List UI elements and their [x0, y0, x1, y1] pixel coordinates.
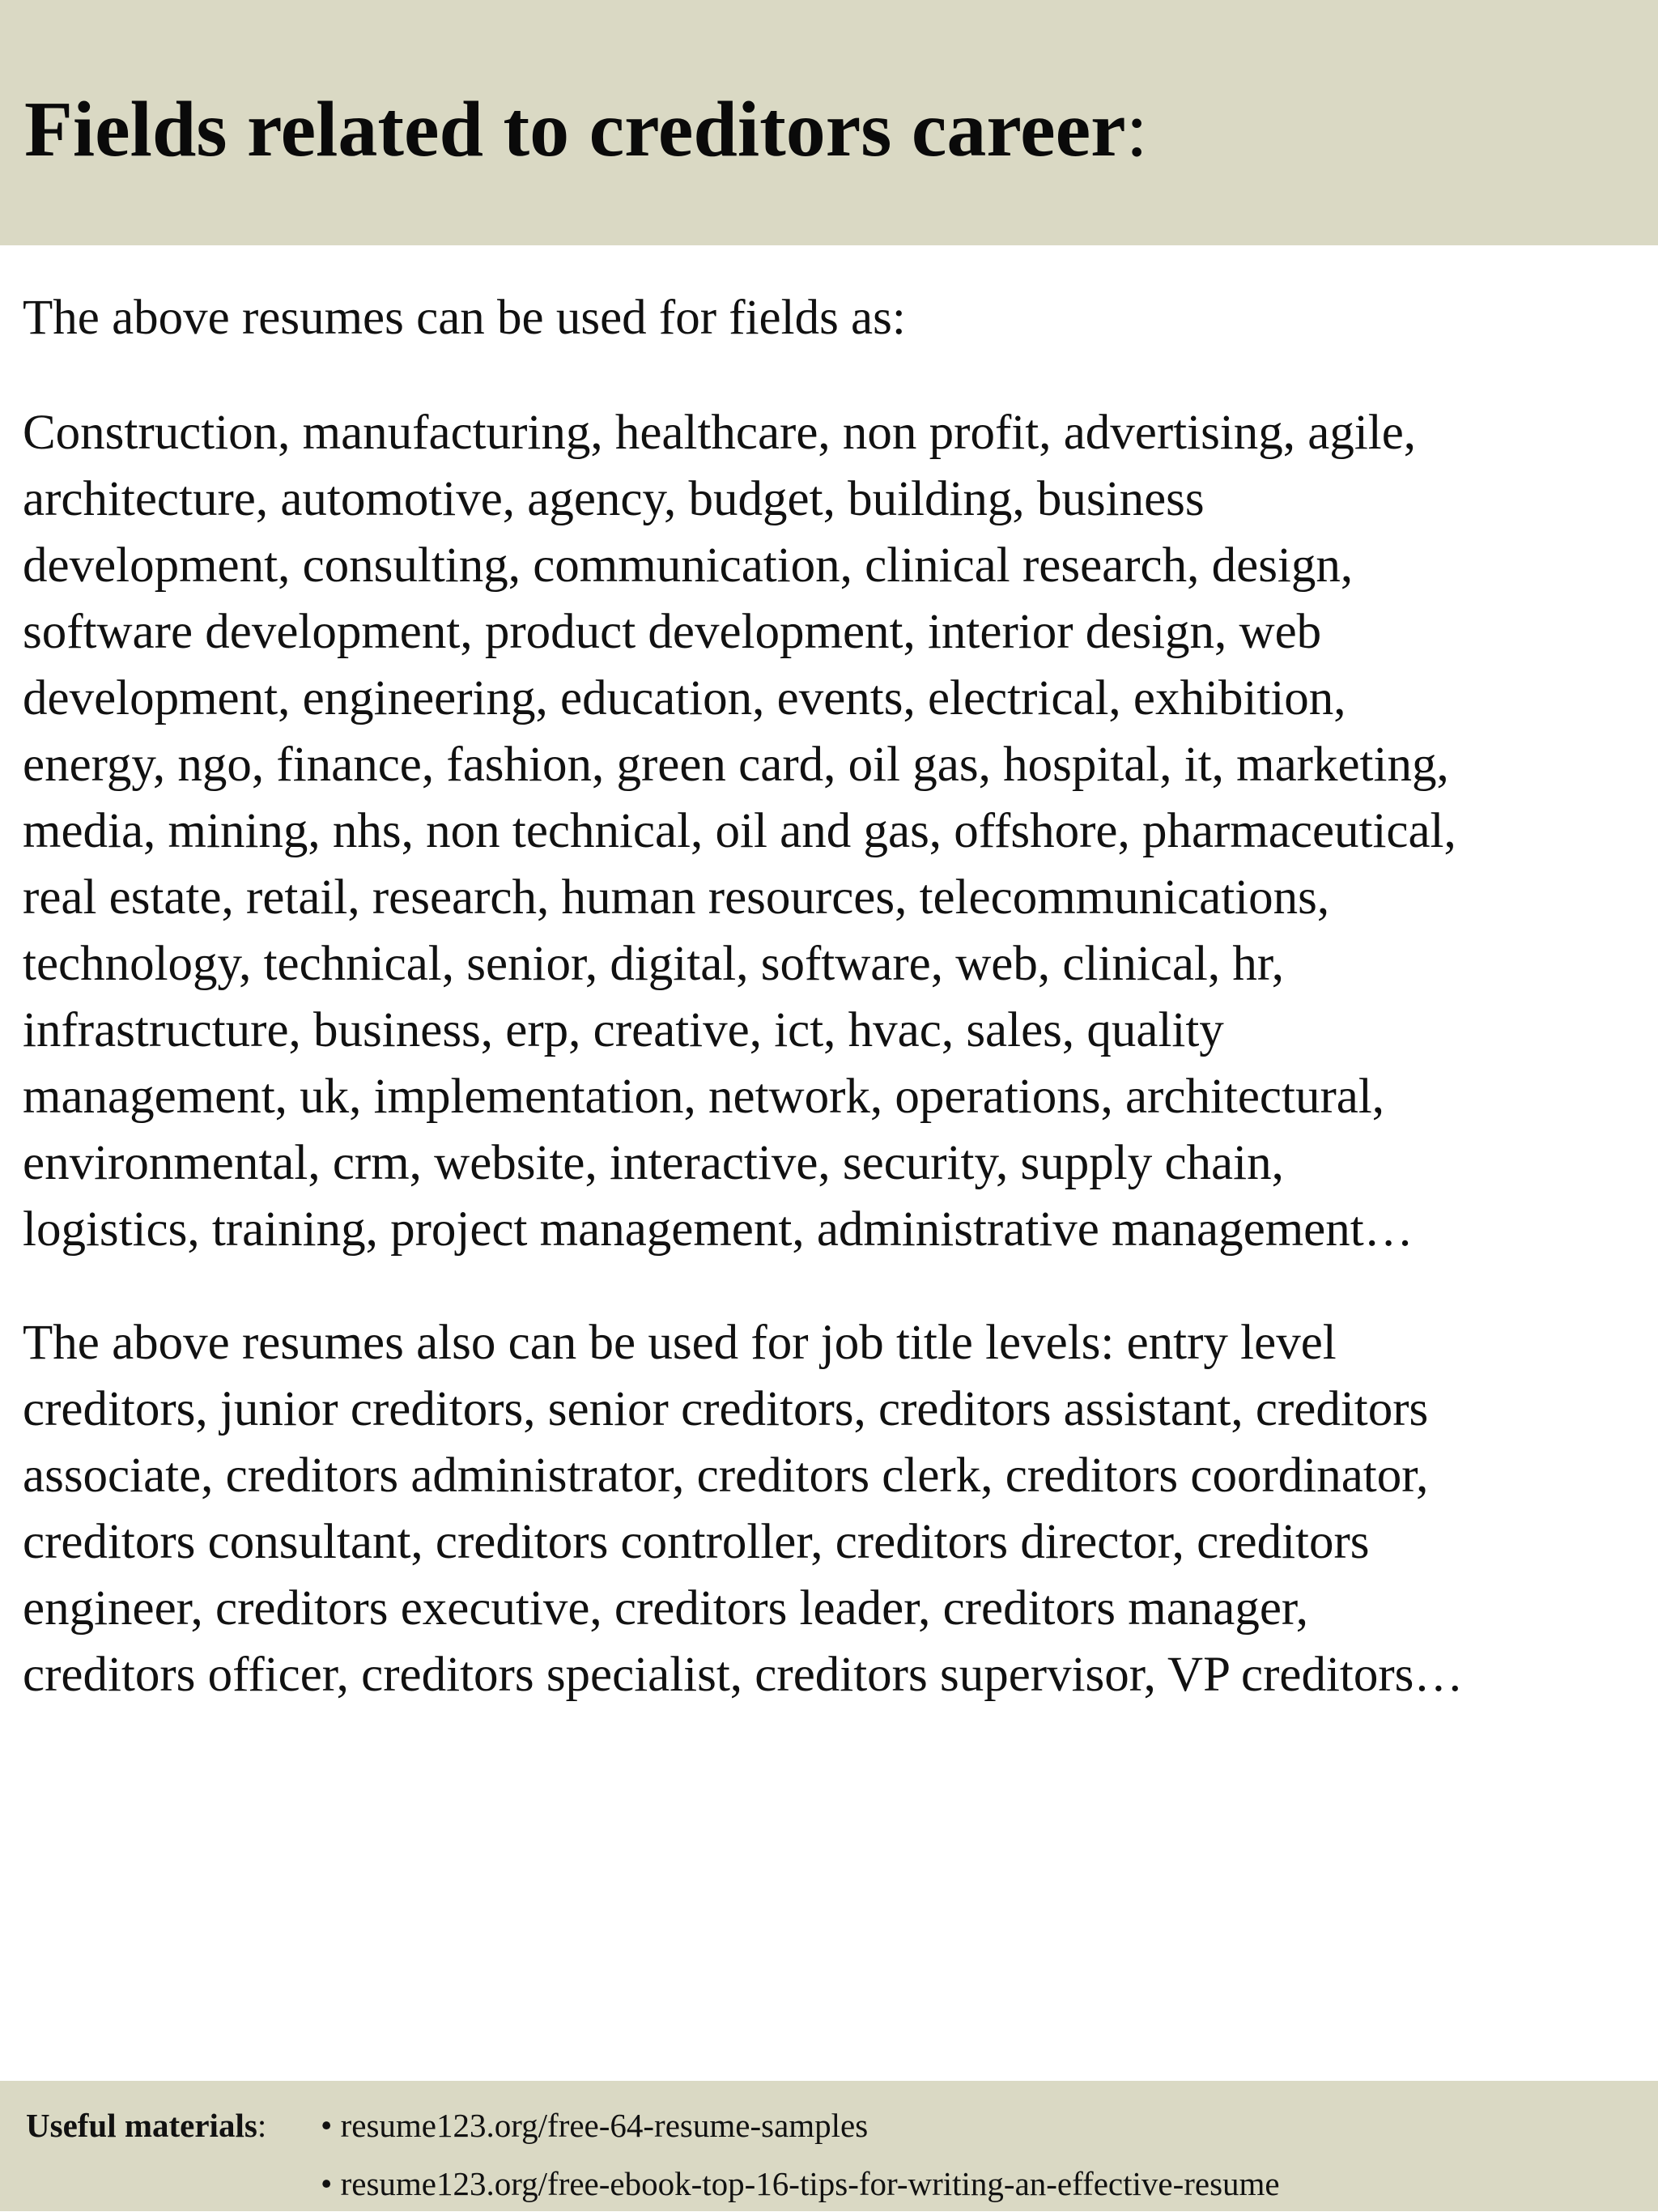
page-title-colon: :: [1125, 86, 1148, 173]
ebook-tips-link[interactable]: • resume123.org/free-ebook-top-16-tips-for-writing-an-effective-resume: [321, 2165, 1280, 2202]
intro-text: The above resumes can be used for fields as:: [23, 291, 906, 345]
fields-paragraph: [23, 400, 1642, 1263]
fields-line: management, uk, implementation, network, operations, architectural,: [23, 1070, 1385, 1124]
fields-line: technology, technical, senior, digital, software, web, clinical, hr,: [23, 937, 1285, 991]
fields-line: architecture, automotive, agency, budget, building, business: [23, 472, 1205, 526]
fields-line: environmental, crm, website, interactive, security, supply chain,: [23, 1136, 1284, 1190]
page-title-text: Fields related to creditors career: [24, 86, 1126, 173]
levels-line: associate, creditors administrator, creditors clerk, creditors coordinator,: [23, 1448, 1429, 1503]
main-content: [23, 285, 1642, 1755]
useful-materials-colon: :: [257, 2107, 267, 2144]
footer-banner: [0, 2081, 1658, 2211]
useful-materials-label: [26, 2097, 266, 2154]
levels-line: creditors, junior creditors, senior creditors, creditors assistant, creditors: [23, 1382, 1429, 1436]
resume-samples-link[interactable]: • resume123.org/free-64-resume-samples: [321, 2107, 869, 2144]
levels-line: creditors officer, creditors specialist, creditors supervisor, VP creditors…: [23, 1648, 1464, 1702]
fields-line: real estate, retail, research, human resources, telecommunications,: [23, 870, 1330, 925]
fields-line: infrastructure, business, erp, creative, ict, hvac, sales, quality: [23, 1003, 1224, 1057]
fields-line: logistics, training, project management, administrative management…: [23, 1202, 1414, 1257]
fields-line: energy, ngo, finance, fashion, green card, oil gas, hospital, it, marketing,: [23, 738, 1449, 792]
fields-line: development, engineering, education, events, electrical, exhibition,: [23, 671, 1346, 725]
fields-line: media, mining, nhs, non technical, oil and gas, offshore, pharmaceutical,: [23, 804, 1456, 858]
levels-line: creditors consultant, creditors controller, creditors director, creditors: [23, 1515, 1370, 1569]
page-title: [24, 81, 1148, 178]
header-banner: [0, 0, 1658, 245]
levels-paragraph: [23, 1310, 1642, 1708]
fields-line: Construction, manufacturing, healthcare, non profit, advertising, agile,: [23, 406, 1417, 460]
useful-materials-label-text: Useful materials: [26, 2107, 257, 2144]
fields-line: development, consulting, communication, clinical research, design,: [23, 538, 1354, 593]
levels-line: The above resumes also can be used for job title levels: entry level: [23, 1316, 1337, 1370]
fields-line: software development, product development, interior design, web: [23, 605, 1322, 659]
levels-line: engineer, creditors executive, creditors leader, creditors manager,: [23, 1581, 1309, 1636]
